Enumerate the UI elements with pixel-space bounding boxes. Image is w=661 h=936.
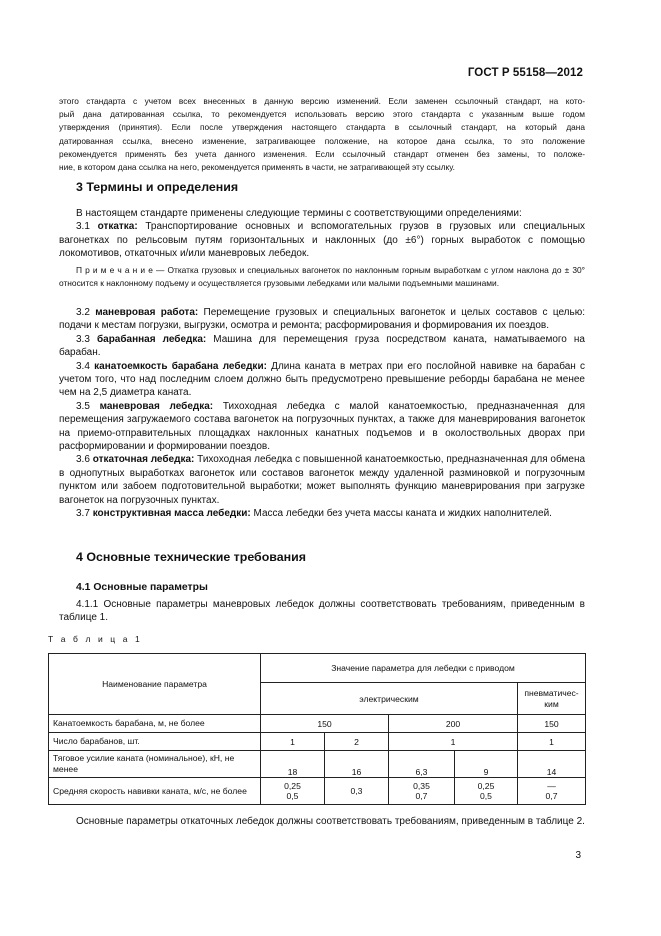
cell: 2 (325, 733, 389, 751)
cell: 1 (518, 733, 586, 751)
cell: 200 (389, 715, 518, 733)
table-header-row (49, 654, 586, 683)
section-4-title: 4 Основные технические требования (76, 550, 306, 564)
subsection-4-1-title: 4.1 Основные параметры (76, 582, 208, 593)
intro-line: ние, в котором дана ссылка на него, рекомендуется применять в части, не затрагивающей эту ссылку. (59, 162, 455, 173)
term-3-7: 3.7 конструктивная масса лебедки: Масса лебедки без учета массы каната и жидких наполнителей. (76, 508, 552, 520)
cell: 150 (518, 715, 586, 733)
cell: 1 (389, 733, 518, 751)
note-3-1 (59, 264, 585, 289)
note-label: П р и м е ч а н и е (76, 265, 153, 275)
intro-line: рекомендуется применять без учета данного изменения. Если ссылочный стандарт отменен без замены, то положе- (59, 148, 585, 159)
term-3-5: 3.5 маневровая лебедка: Тихоходная лебедка с малой канатоемкостью, предназначенная для перемещения загружаемого состава вагонеток на погрузочных пунктах, а также для маневрирования вагонеток на приемо-отправительных площадках наклонных канатных подъемов и в околоствольных дворах при расформировании и формировании поездов. (59, 400, 586, 453)
term-3-6: 3.6 откаточная лебедка: Тихоходная лебедка с повышенной канатоемкостью, предназначенная для обмена в однопутных выработках вагонеток или составов вагонеток между удаленной разминовкой и погрузочным пунктом или забоем подготовительной выработки; может выполнять функцию маневрирования при загрузке вагонеток на погрузочных пунктах. (59, 454, 586, 506)
header-electric: электрическим (261, 683, 518, 715)
cell: 16 (325, 751, 389, 778)
page-number: 3 (575, 850, 581, 861)
cell: — 0,7 (518, 778, 586, 805)
term-3-3: 3.3 барабанная лебедка: Машина для перемещения груза посредством каната, наматываемого на барабан. (59, 333, 585, 359)
term-3-2: 3.2 маневровая работа: Перемещение грузовых и специальных вагонеток и целых составов с целью: подачи к местам погрузки, выгрузки, осмотра и ремонта; расформирования и формирования их поездов. (59, 307, 586, 332)
row-name: Число барабанов, шт. (49, 733, 261, 751)
row-name: Тяговое усилие каната (номинальное), кН, не менее (49, 751, 261, 778)
header-param-name: Наименование параметра (49, 654, 261, 715)
terms-3-2-to-3-7 (59, 306, 585, 521)
intro-line: датированная ссылка, внесено изменение, затрагивающее положение, на которое дана ссылка, то это положение (59, 135, 585, 146)
intro-line: этого стандарта с учетом всех внесенных в данную версию изменений. Если заменен ссылочный стандарт, на кото- (59, 96, 585, 106)
row-name: Средняя скорость навивки каната, м/с, не более (49, 778, 261, 805)
paragraph-4-1-1: 4.1.1 Основные параметры маневровых лебедок должны соответствовать требованиям, приведенным в таблице 1. (59, 599, 585, 624)
section-3-title: 3 Термины и определения (76, 180, 239, 194)
cell: 14 (518, 751, 586, 778)
table-row (49, 715, 586, 733)
intro-line: рый дана датированная ссылка, то рекомендуется использовать версию этого стандарта с указанным выше годом (59, 109, 585, 120)
intro-paragraph (59, 95, 585, 174)
parameters-table (48, 653, 586, 805)
table-row (49, 751, 586, 778)
header-pneumatic: пневматичес-ким (518, 683, 586, 715)
table-row (49, 733, 586, 751)
cell: 18 (261, 751, 325, 778)
note-text: — Откатка грузовых и специальных вагонеток по наклонным горным выработкам с углом наклона до ± 30° относится к наклонному подъему и осуществляется грузовыми лебедками или малыми подъемными машинами. (59, 265, 585, 288)
cell: 0,25 0,5 (455, 778, 518, 805)
cell: 9 (455, 751, 518, 778)
term-3-4: 3.4 канатоемкость барабана лебедки: Длина каната в метрах при его послойной навивке на барабан с учетом того, что над последним слоем должно быть предусмотрено превышение реборды барабана не менее чем на 2,5 диаметра каната. (59, 360, 586, 399)
term-3-1: 3.1 откатка: Транспортирование основных и вспомогательных грузов в грузовых или специальных вагонетках по рельсовым путям горизонтальных и наклонных (до ±6°) горных выработок с помощью локомотивов, откаточных и/или маневровых лебедок. (59, 221, 586, 260)
cell: 1 (261, 733, 325, 751)
table-row (49, 778, 586, 805)
cell: 0,35 0,7 (389, 778, 455, 805)
header-param-value: Значение параметра для лебедки с приводом (261, 654, 586, 683)
table-caption: Т а б л и ц а 1 (48, 634, 143, 644)
document-code: ГОСТ Р 55158—2012 (467, 67, 583, 79)
section-3-body (59, 207, 585, 261)
row-name: Канатоемкость барабана, м, не более (49, 715, 261, 733)
intro-line: утверждения (принятия). Если после утверждения настоящего стандарта в ссылочный стандарт, на который дана (59, 122, 585, 133)
cell: 0,3 (325, 778, 389, 805)
cell: 150 (261, 715, 389, 733)
paragraph-after-table: Основные параметры откаточных лебедок должны соответствовать требованиям, приведенным в таблице 2. (76, 816, 585, 827)
cell: 6,3 (389, 751, 455, 778)
cell: 0,25 0,5 (261, 778, 325, 805)
section-3-lead: В настоящем стандарте применены следующие термины с соответствующими определениями: (76, 208, 522, 219)
